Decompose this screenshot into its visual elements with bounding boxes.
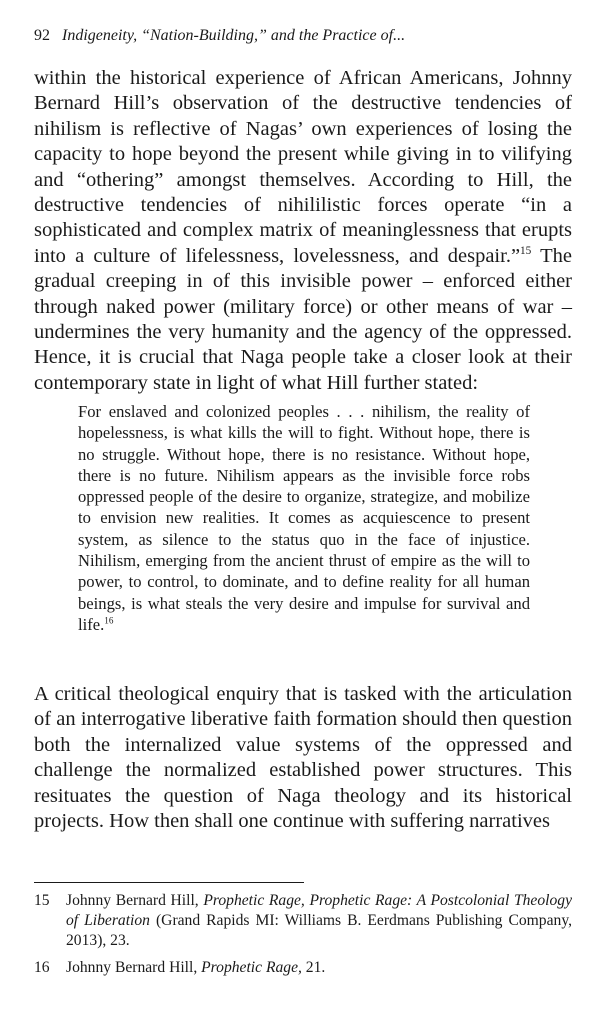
- footnote-ref-16[interactable]: 16: [104, 615, 114, 626]
- footnote-number: 16: [34, 959, 50, 976]
- paragraph-1-text: within the historical experience of African Americans, Johnny Bernard Hill’s observation of the destructive tendencies of nihilism is reflective of Nagas’ own experiences of losing the capacity to hope beyond the present while giving in to vilifying and “othering” amongst themselves. According to Hill, the destructive tendencies of nihililistic forces operate “in a sophisticated and complex matrix of meaninglessness that erupts into a culture of lifelessness, lovelessness, and despair.”: [34, 67, 572, 267]
- footnote-number: 15: [34, 892, 50, 909]
- footnote-citation: (Grand Rapids MI: Williams B. Eerdmans Publishing Company, 2013), 23.: [66, 912, 573, 949]
- footnote-16: [34, 958, 572, 978]
- footnote-15: [34, 891, 572, 951]
- footnote-ref-15[interactable]: 15: [520, 245, 532, 258]
- footnote-title: Prophetic Rage,: [201, 959, 302, 976]
- block-quote: [78, 401, 530, 635]
- footnote-divider: [34, 882, 304, 883]
- block-quote-text: For enslaved and colonized peoples . . . nihilism, the reality of hopelessness, is what kills the will to fight. Without hope, there is no struggle. Without hope, there is no resistance. Without hope, there is no future. Nihilism appears as the invisible force robs oppressed people of the desire to organize, strategize, and mobilize to envision new realities. It comes as acquiescence to present system, as silence to the status quo in the face of injustice. Nihilism, emerging from the ancient thrust of empire as the will to power, to control, to dominate, and to define reality for all human beings, is what steals the very desire and impulse for survival and life.: [78, 402, 530, 634]
- page-number: 92: [34, 27, 50, 44]
- running-header: [34, 26, 570, 46]
- body-paragraph-1: [34, 66, 572, 396]
- footnote-citation: 21.: [301, 959, 326, 976]
- footnote-author: Johnny Bernard Hill,: [66, 959, 202, 976]
- body-paragraph-2: [34, 682, 572, 834]
- paragraph-2-text: A critical theological enquiry that is tasked with the articulation of an interrogative liberative faith formation should then question both the internalized value systems of the oppressed and challenge the normalized established power structures. This resituates the question of Naga theology and its historical projects. How then shall one continue with suffering narratives: [34, 683, 572, 833]
- footnote-author: Johnny Bernard Hill,: [66, 892, 204, 909]
- paragraph-1-continuation: The gradual creeping in of this invisible power – enforced either through naked power (military force) or other means of war – undermines the very humanity and the agency of the oppressed. Hence, it is crucial that Naga people take a closer look at their contemporary state in light of what Hill further stated:: [34, 244, 572, 394]
- running-title: Indigeneity, “Nation-Building,” and the Practice of...: [62, 27, 406, 44]
- footnote-title: Prophetic Rage, Prophetic Rage: A Postcolonial Theology of Liberation: [66, 892, 572, 929]
